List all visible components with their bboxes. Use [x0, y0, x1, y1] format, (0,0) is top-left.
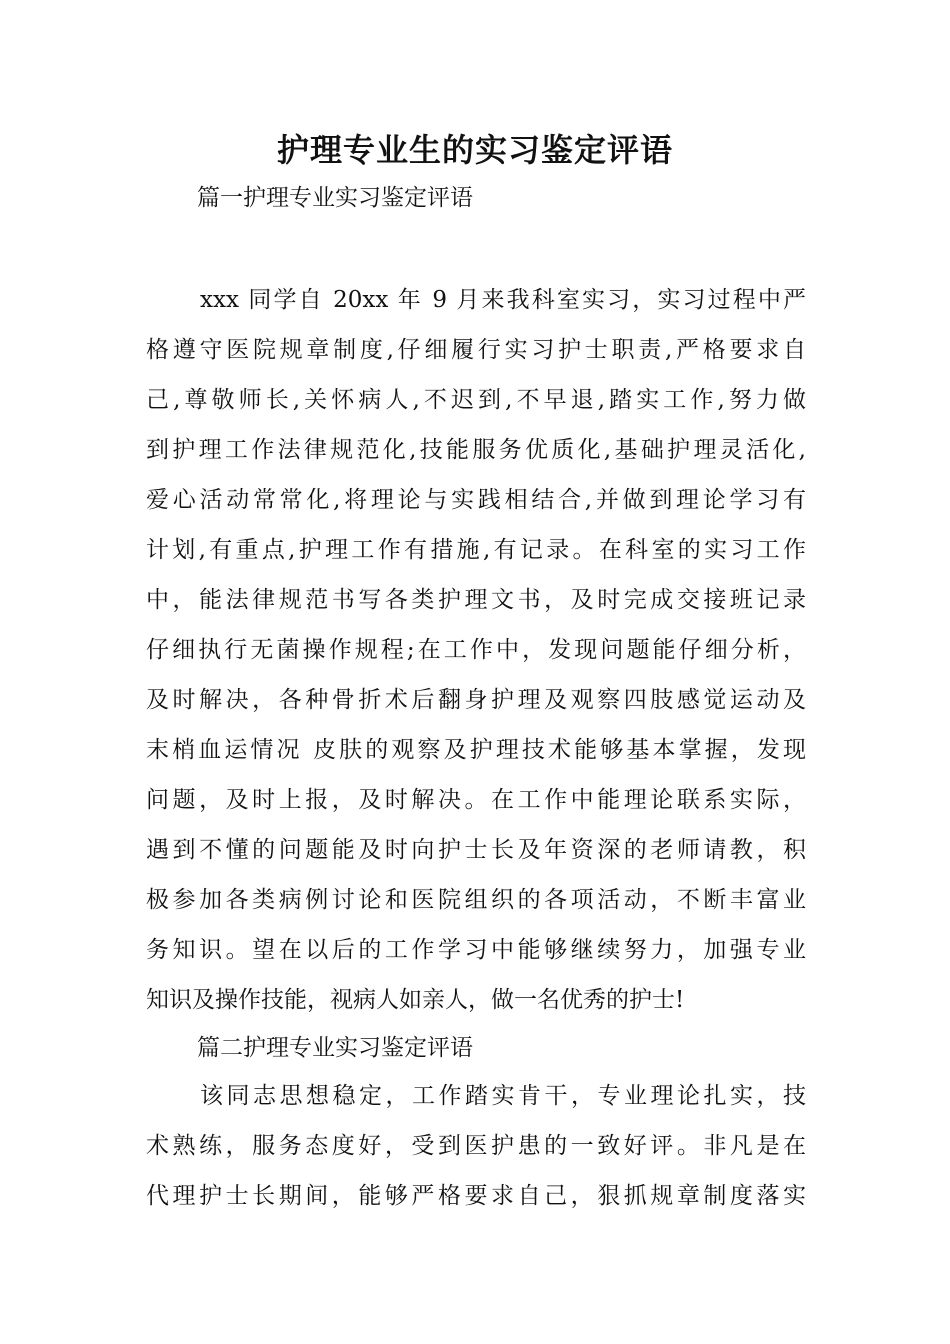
paragraph-line: 己,尊敬师长,关怀病人,不迟到,不早退,踏实工作,努力做 [146, 387, 806, 413]
paragraph-line: 到护理工作法律规范化,技能服务优质化,基础护理灵活化, [146, 437, 806, 463]
paragraph-line: 极参加各类病例讨论和医院组织的各项活动，不断丰富业 [146, 887, 806, 913]
paragraph-line: 计划,有重点,护理工作有措施,有记录。在科室的实习工作 [146, 537, 806, 563]
paragraph-line: 问题，及时上报，及时解决。在工作中能理论联系实际， [146, 787, 806, 813]
paragraph-line: 务知识。望在以后的工作学习中能够继续努力，加强专业 [146, 937, 806, 963]
paragraph-line: 中，能法律规范书写各类护理文书，及时完成交接班记录 [146, 587, 806, 613]
document-title: 护理专业生的实习鉴定评语 [276, 131, 673, 169]
paragraph-line: 及时解决，各种骨折术后翻身护理及观察四肢感觉运动及 [146, 687, 806, 713]
section-heading-2: 篇二护理专业实习鉴定评语 [197, 1035, 473, 1061]
paragraph-line: 遇到不懂的问题能及时向护士长及年资深的老师请教，积 [146, 837, 806, 863]
paragraph-line: xxx 同学自 20xx 年 9 月来我科室实习，实习过程中严 [200, 287, 806, 313]
paragraph-line: 仔细执行无菌操作规程;在工作中，发现问题能仔细分析， [146, 637, 806, 663]
paragraph-line: 格遵守医院规章制度,仔细履行实习护士职责,严格要求自 [146, 337, 806, 363]
paragraph-line: 末梢血运情况 皮肤的观察及护理技术能够基本掌握，发现 [146, 737, 806, 763]
paragraph-line: 代理护士长期间，能够严格要求自己，狠抓规章制度落实 [146, 1183, 806, 1209]
paragraph-line: 术熟练，服务态度好，受到医护患的一致好评。非凡是在 [146, 1133, 806, 1159]
paragraph-line: 爱心活动常常化,将理论与实践相结合,并做到理论学习有 [146, 487, 806, 513]
paragraph-line: 知识及操作技能，视病人如亲人，做一名优秀的护士! [146, 987, 685, 1013]
paragraph-line: 该同志思想稳定，工作踏实肯干，专业理论扎实，技 [200, 1083, 806, 1109]
section-heading-1: 篇一护理专业实习鉴定评语 [197, 185, 473, 211]
